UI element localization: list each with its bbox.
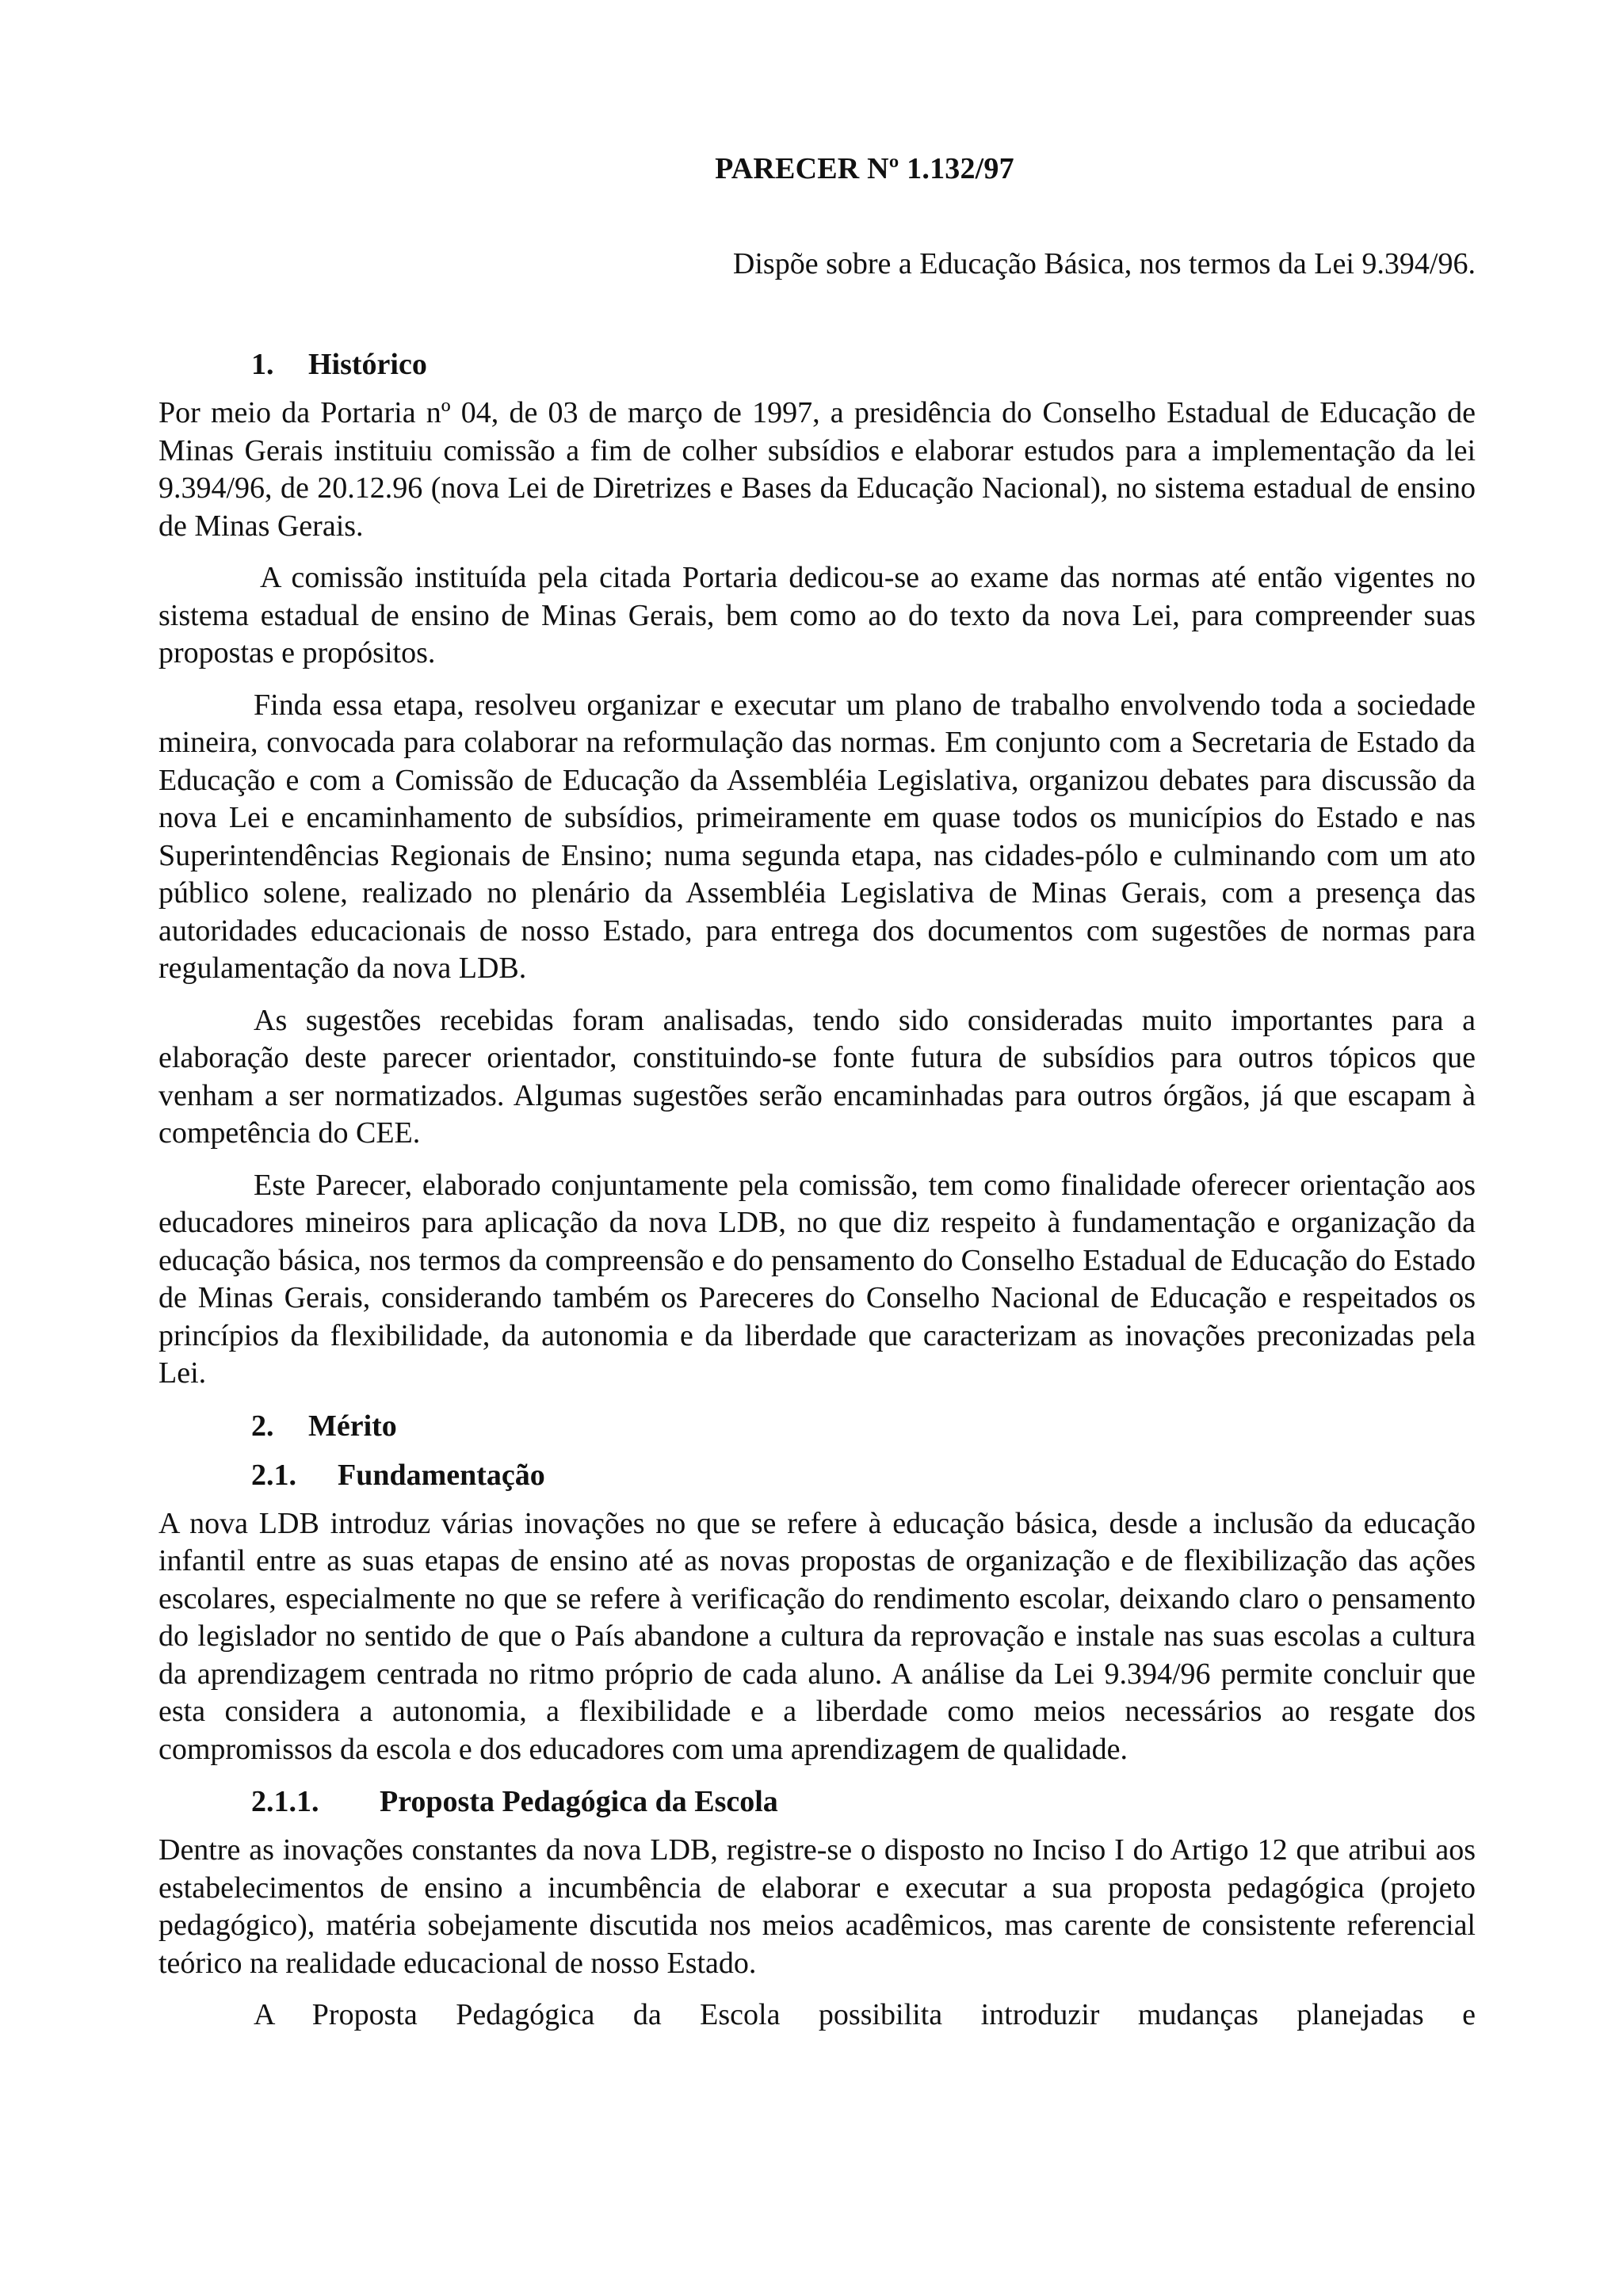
document-subject: Dispõe sobre a Educação Básica, nos termos da Lei 9.394/96.: [732, 247, 1476, 280]
paragraph: As sugestões recebidas foram analisadas, tendo sido consideradas muito importantes para a elaboração deste parecer orientador, constituindo-se fonte futura de subsídios para outros tópicos que venham a ser normatizados. Algumas sugestões serão encaminhadas para outros órgãos, já que escapam à competência do CEE.: [158, 1003, 1476, 1150]
paragraph: A nova LDB introduz várias inovações no que se refere à educação básica, desde a inclusão da educação infantil entre as suas etapas de ensino até as novas propostas de organização e de flexibilização das ações escolares, especialmente no que se refere à verificação do rendimento escolar, deixando claro o pensamento do legislador no sentido de que o País abandone a cultura da reprovação e instale nas suas escolas a cultura da aprendizagem centrada no ritmo próprio de cada aluno. A análise da Lei 9.394/96 permite concluir que esta considera a autonomia, a flexibilidade e a liberdade como meios necessários ao resgate dos compromissos da escola e dos educadores com uma aprendizagem de qualidade.: [158, 1506, 1476, 1766]
paragraph: Por meio da Portaria nº 04, de 03 de março de 1997, a presidência do Conselho Estadual de Educação de Minas Gerais instituiu comissão a fim de colher subsídios e elaborar estudos para a implementação da lei 9.394/96, de 20.12.96 (nova Lei de Diretrizes e Bases da Educação Nacional), no sistema estadual de ensino de Minas Gerais.: [158, 396, 1476, 543]
section-heading-proposta: [158, 1783, 1476, 1821]
document-body: [158, 151, 1476, 2049]
section-number: 2.1.1.: [251, 1785, 319, 1818]
paragraph: Este Parecer, elaborado conjuntamente pela comissão, tem como finalidade oferecer orientação aos educadores mineiros para aplicação da nova LDB, no que diz respeito à fundamentação e organização da educação básica, nos termos da compreensão e do pensamento do Conselho Estadual de Educação do Estado de Minas Gerais, considerando também os Pareceres do Conselho Nacional de Educação e respeitados os princípios da flexibilidade, da autonomia e da liberdade que caracterizam as inovações preconizadas pela Lei.: [158, 1168, 1476, 1390]
document-title: PARECER Nº 1.132/97: [715, 152, 1014, 185]
section-title: Fundamentação: [338, 1458, 545, 1492]
section-title: Histórico: [308, 348, 427, 381]
paragraph: Finda essa etapa, resolveu organizar e executar um plano de trabalho envolvendo toda a sociedade mineira, convocada para colaborar na reformulação das normas. Em conjunto com a Secretaria de Estado da Educação e com a Comissão de Educação da Assembléia Legislativa, organizou debates para discussão da nova Lei e encaminhamento de subsídios, primeiramente em quase todos os municípios do Estado e nas Superintendências Regionais de Ensino; numa segunda etapa, nas cidades-pólo e culminando com um ato público solene, realizado no plenário da Assembléia Legislativa de Minas Gerais, com a presença das autoridades educacionais de nosso Estado, para entrega dos documentos com sugestões de normas para regulamentação da nova LDB.: [158, 688, 1476, 985]
section-title: Mérito: [308, 1409, 397, 1443]
paragraph: A Proposta Pedagógica da Escola possibilita introduzir mudanças planejadas e: [254, 1998, 1476, 2031]
section-number: 2.: [251, 1409, 274, 1443]
section-title: Proposta Pedagógica da Escola: [380, 1785, 778, 1818]
paragraph: Dentre as inovações constantes da nova LDB, registre-se o disposto no Inciso I do Artigo 12 que atribui aos estabelecimentos de ensino a incumbência de elaborar e executar a sua proposta pedagógica (projeto pedagógico), matéria sobejamente discutida nos meios acadêmicos, mas carente de consistente referencial teórico na realidade educacional de nosso Estado.: [158, 1833, 1476, 1980]
section-heading-historico: [158, 345, 1476, 383]
section-number: 2.1.: [251, 1458, 296, 1492]
section-heading-fundamentacao: [158, 1456, 1476, 1494]
section-number: 1.: [251, 348, 274, 381]
section-heading-merito: [158, 1407, 1476, 1445]
paragraph: A comissão instituída pela citada Portaria dedicou-se ao exame das normas até então vigentes no sistema estadual de ensino de Minas Gerais, bem como ao do texto da nova Lei, para compreender suas propostas e propósitos.: [158, 561, 1476, 669]
